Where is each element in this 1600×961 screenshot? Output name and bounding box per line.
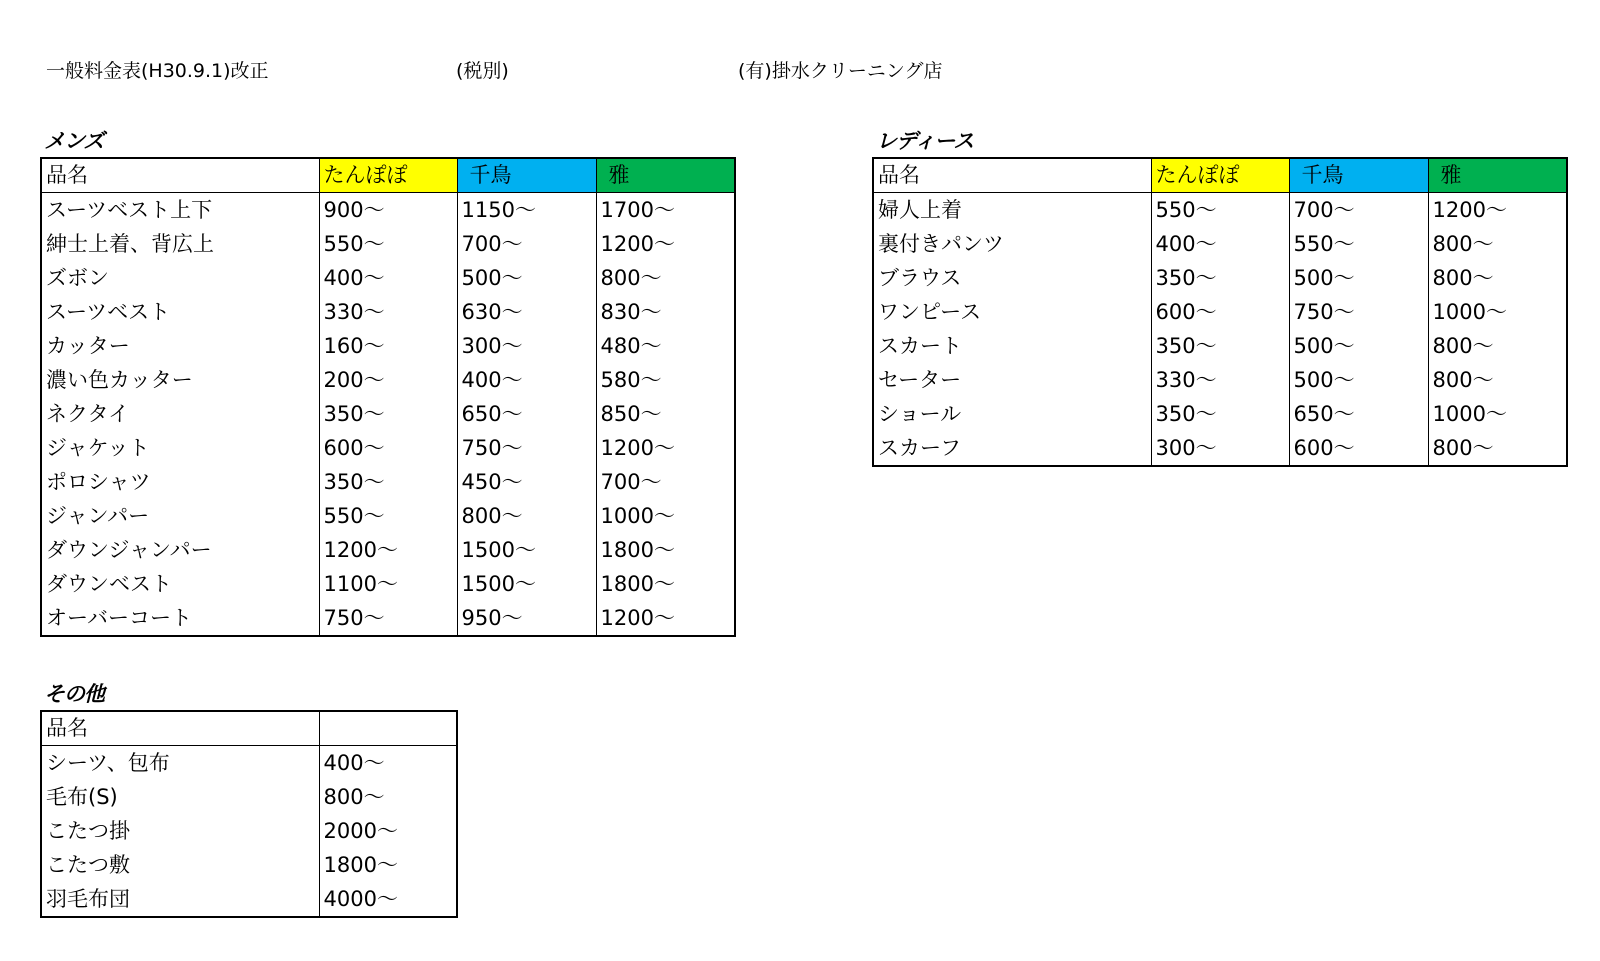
table-row (873, 397, 1567, 431)
price-tanpopo: 160〜 (319, 329, 457, 363)
price-miyabi: 1800〜 (596, 533, 735, 567)
table-row (41, 601, 735, 636)
table-row (873, 193, 1567, 228)
price-tanpopo: 400〜 (319, 261, 457, 295)
price-tanpopo: 750〜 (319, 601, 457, 636)
price-chidori: 500〜 (1289, 261, 1428, 295)
price-list-title: 一般料金表(H30.9.1)改正 (46, 60, 269, 82)
table-row (41, 567, 735, 601)
table-row (873, 295, 1567, 329)
table-row (41, 193, 735, 228)
price-miyabi: 1200〜 (596, 227, 735, 261)
price-chidori: 700〜 (457, 227, 596, 261)
price-tanpopo: 400〜 (1151, 227, 1289, 261)
header-item-name: 品名 (41, 158, 319, 193)
header-item-name: 品名 (41, 711, 319, 746)
table-row (41, 363, 735, 397)
header-tanpopo: たんぽぽ (319, 158, 457, 193)
price-miyabi: 800〜 (1428, 431, 1567, 466)
table-row (41, 499, 735, 533)
item-name: セーター (873, 363, 1151, 397)
item-name: ブラウス (873, 261, 1151, 295)
item-name: ジャンパー (41, 499, 319, 533)
table-header-row (41, 711, 457, 746)
other-price-table (40, 710, 458, 918)
price-miyabi: 1700〜 (596, 193, 735, 228)
item-name: ダウンベスト (41, 567, 319, 601)
item-name: 紳士上着、背広上 (41, 227, 319, 261)
item-name: スカーフ (873, 431, 1151, 466)
table-row (873, 261, 1567, 295)
price-miyabi: 800〜 (1428, 227, 1567, 261)
table-row (41, 261, 735, 295)
price-tanpopo: 900〜 (319, 193, 457, 228)
price-miyabi: 800〜 (596, 261, 735, 295)
price: 4000〜 (319, 882, 457, 917)
price-tanpopo: 600〜 (319, 431, 457, 465)
table-row (873, 363, 1567, 397)
header-miyabi: 雅 (596, 158, 735, 193)
price-chidori: 550〜 (1289, 227, 1428, 261)
item-name: 羽毛布団 (41, 882, 319, 917)
table-row (41, 780, 457, 814)
item-name: スーツベスト (41, 295, 319, 329)
price-tanpopo: 350〜 (1151, 261, 1289, 295)
price-tanpopo: 350〜 (1151, 329, 1289, 363)
item-name: 毛布(S) (41, 780, 319, 814)
header-tanpopo: たんぽぽ (1151, 158, 1289, 193)
price-chidori: 1500〜 (457, 533, 596, 567)
table-row (41, 397, 735, 431)
table-row (41, 746, 457, 781)
table-row (873, 227, 1567, 261)
table-row (41, 882, 457, 917)
item-name: ジャケット (41, 431, 319, 465)
item-name: こたつ敷 (41, 848, 319, 882)
price-chidori: 500〜 (457, 261, 596, 295)
price-tanpopo: 350〜 (319, 465, 457, 499)
table-row (41, 848, 457, 882)
table-row (41, 465, 735, 499)
item-name: スーツベスト上下 (41, 193, 319, 228)
tax-note: (税別) (456, 60, 509, 82)
price-miyabi: 1800〜 (596, 567, 735, 601)
table-row (873, 329, 1567, 363)
header-chidori: 千鳥 (457, 158, 596, 193)
price-chidori: 630〜 (457, 295, 596, 329)
item-name: 婦人上着 (873, 193, 1151, 228)
price-chidori: 400〜 (457, 363, 596, 397)
item-name: ネクタイ (41, 397, 319, 431)
item-name: ズボン (41, 261, 319, 295)
price-tanpopo: 550〜 (319, 499, 457, 533)
price-chidori: 300〜 (457, 329, 596, 363)
price: 2000〜 (319, 814, 457, 848)
item-name: ワンピース (873, 295, 1151, 329)
price-miyabi: 1000〜 (1428, 397, 1567, 431)
item-name: ショール (873, 397, 1151, 431)
price-chidori: 500〜 (1289, 329, 1428, 363)
price-miyabi: 1200〜 (596, 431, 735, 465)
price-tanpopo: 330〜 (1151, 363, 1289, 397)
price-chidori: 600〜 (1289, 431, 1428, 466)
price-tanpopo: 600〜 (1151, 295, 1289, 329)
shop-name: (有)掛水クリーニング店 (738, 60, 943, 82)
price-miyabi: 800〜 (1428, 329, 1567, 363)
price-miyabi: 1200〜 (1428, 193, 1567, 228)
price-tanpopo: 330〜 (319, 295, 457, 329)
item-name: 濃い色カッター (41, 363, 319, 397)
price-chidori: 950〜 (457, 601, 596, 636)
ladies-price-table (872, 157, 1568, 467)
price-miyabi: 1200〜 (596, 601, 735, 636)
price-miyabi: 1000〜 (1428, 295, 1567, 329)
item-name: こたつ掛 (41, 814, 319, 848)
header-chidori: 千鳥 (1289, 158, 1428, 193)
price-chidori: 1500〜 (457, 567, 596, 601)
item-name: カッター (41, 329, 319, 363)
table-row (41, 431, 735, 465)
mens-price-table (40, 157, 736, 637)
price-chidori: 800〜 (457, 499, 596, 533)
item-name: スカート (873, 329, 1151, 363)
price-tanpopo: 550〜 (319, 227, 457, 261)
table-row (41, 533, 735, 567)
price-tanpopo: 350〜 (1151, 397, 1289, 431)
price-miyabi: 700〜 (596, 465, 735, 499)
table-row (41, 814, 457, 848)
table-row (873, 431, 1567, 466)
price-chidori: 650〜 (1289, 397, 1428, 431)
item-name: ポロシャツ (41, 465, 319, 499)
item-name: 裏付きパンツ (873, 227, 1151, 261)
price: 1800〜 (319, 848, 457, 882)
price-tanpopo: 350〜 (319, 397, 457, 431)
header-miyabi: 雅 (1428, 158, 1567, 193)
price: 400〜 (319, 746, 457, 781)
price-chidori: 700〜 (1289, 193, 1428, 228)
price-miyabi: 850〜 (596, 397, 735, 431)
table-header-row (41, 158, 735, 193)
price-chidori: 500〜 (1289, 363, 1428, 397)
table-header-row (873, 158, 1567, 193)
ladies-section-title: レディース (876, 129, 974, 153)
price-chidori: 1150〜 (457, 193, 596, 228)
price-tanpopo: 200〜 (319, 363, 457, 397)
table-row (41, 329, 735, 363)
price-miyabi: 1000〜 (596, 499, 735, 533)
price-tanpopo: 550〜 (1151, 193, 1289, 228)
table-row (41, 227, 735, 261)
mens-section-title: メンズ (44, 129, 104, 153)
price-miyabi: 800〜 (1428, 261, 1567, 295)
price-miyabi: 800〜 (1428, 363, 1567, 397)
price-chidori: 750〜 (457, 431, 596, 465)
price-tanpopo: 1200〜 (319, 533, 457, 567)
item-name: シーツ、包布 (41, 746, 319, 781)
price-tanpopo: 300〜 (1151, 431, 1289, 466)
table-row (41, 295, 735, 329)
other-section-title: その他 (44, 682, 104, 706)
price-miyabi: 830〜 (596, 295, 735, 329)
price: 800〜 (319, 780, 457, 814)
header-item-name: 品名 (873, 158, 1151, 193)
item-name: オーバーコート (41, 601, 319, 636)
price-tanpopo: 1100〜 (319, 567, 457, 601)
price-miyabi: 480〜 (596, 329, 735, 363)
header-price (319, 711, 457, 746)
price-chidori: 450〜 (457, 465, 596, 499)
price-chidori: 650〜 (457, 397, 596, 431)
item-name: ダウンジャンパー (41, 533, 319, 567)
price-miyabi: 580〜 (596, 363, 735, 397)
price-chidori: 750〜 (1289, 295, 1428, 329)
